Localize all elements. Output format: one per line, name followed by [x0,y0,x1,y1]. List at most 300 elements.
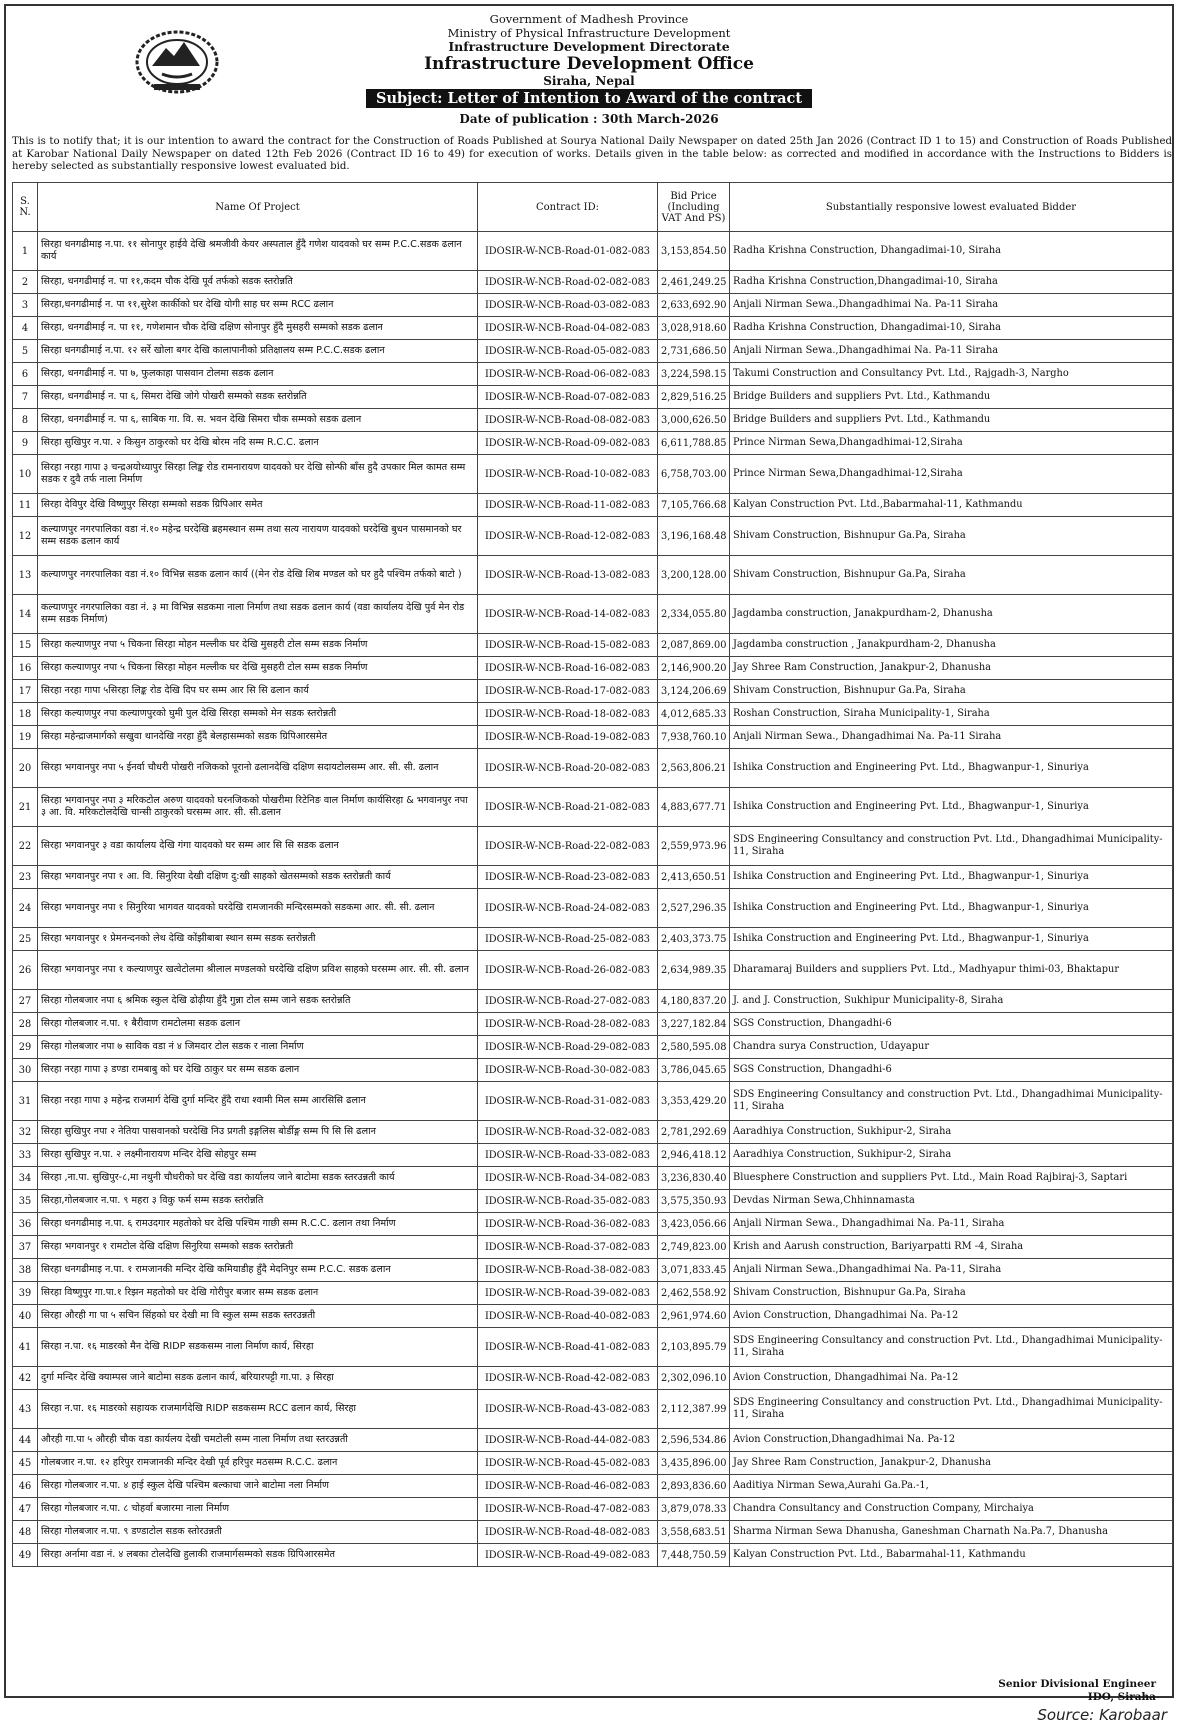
row-project: सिरहा भगवानपुर ३ वडा कार्यालय देखि गंगा यादवको घर सम्म आर सि सि सडक ढलान [38,827,478,866]
row-bidder: Ishika Construction and Engineering Pvt. Ltd., Bhagwanpur-1, Sinuriya [730,749,1173,788]
row-project: कल्याणपुर नगरपालिका वडा नं. ३ मा विभिन्न सडकमा नाला निर्माण तथा सडक ढलान कार्य (वडा कार्यालय देखि पुर्व मेन रोड सम्म सडक निर्माण) [38,595,478,634]
row-project: सिरहा धनगढीमाइ न.पा. ६ रामउदगार महतोको घर देखि पश्चिम गाछी सम्म R.C.C. ढलान तथा निर्माण [38,1213,478,1236]
row-bid-price: 2,749,823.00 [658,1236,730,1259]
table-row [13,1305,1173,1328]
row-sn: 28 [13,1013,38,1036]
row-contract-id: IDOSIR-W-NCB-Road-14-082-083 [478,595,658,634]
row-contract-id: IDOSIR-W-NCB-Road-04-082-083 [478,317,658,340]
row-bid-price: 3,353,429.20 [658,1082,730,1121]
row-contract-id: IDOSIR-W-NCB-Road-30-082-083 [478,1059,658,1082]
row-sn: 46 [13,1475,38,1498]
table-row [13,928,1173,951]
row-contract-id: IDOSIR-W-NCB-Road-13-082-083 [478,556,658,595]
row-contract-id: IDOSIR-W-NCB-Road-12-082-083 [478,517,658,556]
row-bidder: J. and J. Construction, Sukhipur Municipality-8, Siraha [730,990,1173,1013]
office-location: Siraha, Nepal [543,74,635,88]
row-bidder: Shivam Construction, Bishnupur Ga.Pa, Siraha [730,556,1173,595]
table-row [13,1328,1173,1367]
row-bidder: Radha Krishna Construction, Dhangadimai-10, Siraha [730,317,1173,340]
row-bid-price: 6,611,788.85 [658,432,730,455]
table-row [13,1036,1173,1059]
table-row [13,827,1173,866]
row-sn: 33 [13,1144,38,1167]
table-row [13,1429,1173,1452]
row-project: सिरहा गोलबजार न.पा. ९ डण्डाटोल सडक स्तोरउन्नती [38,1521,478,1544]
row-contract-id: IDOSIR-W-NCB-Road-42-082-083 [478,1367,658,1390]
row-project: सिरहा न.पा. १६ माडरको सहायक राजमार्गदेखि RIDP सडकसम्म RCC ढलान कार्य, सिरहा [38,1390,478,1429]
row-project: सिरहा भगवानपुर नपा १ आ. वि. सिनुरिया देखी दक्षिण दु:खी साहको खेतसम्मको सडक स्तरोन्नती कार्य [38,866,478,889]
row-sn: 9 [13,432,38,455]
row-contract-id: IDOSIR-W-NCB-Road-40-082-083 [478,1305,658,1328]
row-sn: 16 [13,657,38,680]
row-sn: 48 [13,1521,38,1544]
letter-header [6,12,1172,126]
row-sn: 35 [13,1190,38,1213]
row-contract-id: IDOSIR-W-NCB-Road-22-082-083 [478,827,658,866]
row-bid-price: 2,596,534.86 [658,1429,730,1452]
row-bidder: Anjali Nirman Sewa., Dhangadhimai Na. Pa-11, Siraha [730,1213,1173,1236]
row-bid-price: 4,012,685.33 [658,703,730,726]
row-contract-id: IDOSIR-W-NCB-Road-37-082-083 [478,1236,658,1259]
row-sn: 7 [13,386,38,409]
row-sn: 10 [13,455,38,494]
row-bidder: Shivam Construction, Bishnupur Ga.Pa, Siraha [730,1282,1173,1305]
row-sn: 20 [13,749,38,788]
row-bidder: Shivam Construction, Bishnupur Ga.Pa, Siraha [730,680,1173,703]
table-row [13,1390,1173,1429]
table-row [13,1144,1173,1167]
row-project: सिरहा भगवानपुर नपा ५ ईनर्वा चौधरी पोखरी नजिकको पूरानो ढलानदेखि दक्षिण सदायटोलसम्म आर. सी. सी. ढलान [38,749,478,788]
row-project: सिरहा सुखिपुर नपा २ नेतिया पासवानको घरदेखि निउ प्रगती इङ्गलिस बोर्डीङ्ग सम्म पि सि सि ढलान [38,1121,478,1144]
row-bid-price: 2,527,296.35 [658,889,730,928]
signatory-title: Senior Divisional Engineer [998,1678,1156,1690]
row-bidder: Anjali Nirman Sewa.,Dhangadhimai Na. Pa-11 Siraha [730,294,1173,317]
row-sn: 26 [13,951,38,990]
row-sn: 49 [13,1544,38,1567]
row-bidder: Jagdamba construction , Janakpurdham-2, Dhanusha [730,634,1173,657]
header-bidder: Substantially responsive lowest evaluated Bidder [730,183,1173,232]
row-bidder: SGS Construction, Dhangadhi-6 [730,1059,1173,1082]
row-project: सिरहा धनगढीमाइ न.पा. ११ सोनापुर हाईवे देखि श्रमजीवी केयर अस्पताल हुँदै गणेश यादवको घर सम्म P.C.C.सडक ढलान कार्य [38,232,478,271]
row-bid-price: 2,893,836.60 [658,1475,730,1498]
row-bid-price: 7,105,766.68 [658,494,730,517]
row-bid-price: 2,961,974.60 [658,1305,730,1328]
row-contract-id: IDOSIR-W-NCB-Road-07-082-083 [478,386,658,409]
row-project: सिरहा, धनगढीमाई न. पा ६, साबिक गा. वि. स. भवन देखि सिमरा चौक सम्मको सडक ढलान [38,409,478,432]
row-sn: 1 [13,232,38,271]
row-sn: 3 [13,294,38,317]
table-row [13,749,1173,788]
row-sn: 32 [13,1121,38,1144]
row-bidder: Shivam Construction, Bishnupur Ga.Pa, Siraha [730,517,1173,556]
table-row [13,951,1173,990]
table-row [13,455,1173,494]
row-bid-price: 3,435,896.00 [658,1452,730,1475]
table-row [13,1259,1173,1282]
table-row [13,1367,1173,1390]
row-bidder: SDS Engineering Consultancy and construction Pvt. Ltd., Dhangadhimai Municipality-11, Siraha [730,1328,1173,1367]
row-contract-id: IDOSIR-W-NCB-Road-10-082-083 [478,455,658,494]
table-row [13,1282,1173,1305]
row-project: सिरहा भगवानपुर नपा १ सिनुरिया भागवत यादवको घरदेखि रामजानकी मन्दिरसम्मको सडकमा आर. सी. सी. ढलान [38,889,478,928]
table-row [13,1059,1173,1082]
subject-banner: Subject: Letter of Intention to Award of the contract [366,89,812,108]
row-contract-id: IDOSIR-W-NCB-Road-17-082-083 [478,680,658,703]
row-sn: 47 [13,1498,38,1521]
row-bidder: Devdas Nirman Sewa,Chhinnamasta [730,1190,1173,1213]
row-project: सिरहा भगवानपुर नपा १ कल्याणपुर खत्वेटोलमा श्रीलाल मण्डलको घरदेखि दक्षिण प्रविश साहको घरसम्म आर. सी. सी. ढलान [38,951,478,990]
row-project: सिरहा,गोलबजार न.पा. ९ महरा ३ विकु फर्म सम्म सडक स्तरोन्नति [38,1190,478,1213]
row-bidder: SDS Engineering Consultancy and construction Pvt. Ltd., Dhangadhimai Municipality-11, Siraha [730,1082,1173,1121]
row-bid-price: 2,334,055.80 [658,595,730,634]
row-contract-id: IDOSIR-W-NCB-Road-41-082-083 [478,1328,658,1367]
row-bid-price: 2,781,292.69 [658,1121,730,1144]
row-contract-id: IDOSIR-W-NCB-Road-16-082-083 [478,657,658,680]
row-sn: 39 [13,1282,38,1305]
row-bid-price: 2,461,249.25 [658,271,730,294]
row-sn: 12 [13,517,38,556]
table-row [13,340,1173,363]
row-contract-id: IDOSIR-W-NCB-Road-46-082-083 [478,1475,658,1498]
table-row [13,317,1173,340]
row-bidder: Jay Shree Ram Construction, Janakpur-2, Dhanusha [730,657,1173,680]
row-contract-id: IDOSIR-W-NCB-Road-15-082-083 [478,634,658,657]
row-bid-price: 3,227,182.84 [658,1013,730,1036]
row-bid-price: 3,000,626.50 [658,409,730,432]
row-bid-price: 2,829,516.25 [658,386,730,409]
row-contract-id: IDOSIR-W-NCB-Road-09-082-083 [478,432,658,455]
row-bid-price: 3,196,168.48 [658,517,730,556]
row-contract-id: IDOSIR-W-NCB-Road-39-082-083 [478,1282,658,1305]
table-row [13,703,1173,726]
row-contract-id: IDOSIR-W-NCB-Road-48-082-083 [478,1521,658,1544]
notice-page [4,4,1174,1703]
row-bidder: Krish and Aarush construction, Bariyarpatti RM -4, Siraha [730,1236,1173,1259]
row-bid-price: 2,731,686.50 [658,340,730,363]
row-project: सिरहा कल्याणपुर नपा ५ चिकना सिरहा मोहन मल्लीक घर देखि मुसहरी टोल सम्म सडक निर्माण [38,657,478,680]
row-contract-id: IDOSIR-W-NCB-Road-18-082-083 [478,703,658,726]
row-contract-id: IDOSIR-W-NCB-Road-44-082-083 [478,1429,658,1452]
row-contract-id: IDOSIR-W-NCB-Road-35-082-083 [478,1190,658,1213]
row-sn: 36 [13,1213,38,1236]
row-sn: 4 [13,317,38,340]
table-row [13,657,1173,680]
row-bid-price: 2,634,989.35 [658,951,730,990]
row-bidder: Jay Shree Ram Construction, Janakpur-2, Dhanusha [730,1452,1173,1475]
row-sn: 27 [13,990,38,1013]
row-contract-id: IDOSIR-W-NCB-Road-34-082-083 [478,1167,658,1190]
row-project: सिरहा धनगढीमाइ न.पा. १ रामजानकी मन्दिर देखि कमियाडीह हुँदै मेदनिपुर सम्म P.C.C. सडक ढलान [38,1259,478,1282]
row-project: गोलबजार न.पा. १२ हरिपुर रामजानकी मन्दिर देखी पूर्व हरिपुर मठसम्म R.C.C. ढलान [38,1452,478,1475]
row-sn: 17 [13,680,38,703]
header-sn: S. N. [13,183,38,232]
table-row [13,1121,1173,1144]
row-bidder: Bridge Builders and suppliers Pvt. Ltd., Kathmandu [730,386,1173,409]
row-bid-price: 3,423,056.66 [658,1213,730,1236]
row-contract-id: IDOSIR-W-NCB-Road-28-082-083 [478,1013,658,1036]
row-sn: 34 [13,1167,38,1190]
row-bid-price: 2,462,558.92 [658,1282,730,1305]
row-contract-id: IDOSIR-W-NCB-Road-25-082-083 [478,928,658,951]
row-sn: 30 [13,1059,38,1082]
row-project: कल्याणपुर नगरपालिका वडा नं.१० महेन्द्र घरदेखि ब्रहमस्थान सम्म तथा सत्य नारायण यादवको घरदेखि बुधन पासमानको घर सम्म सडक ढलान कार्य [38,517,478,556]
row-project: सिरहा गोलबजार न.पा. १ बैरीवाण रामटोलमा सडक ढलान [38,1013,478,1036]
row-bid-price: 3,124,206.69 [658,680,730,703]
row-sn: 38 [13,1259,38,1282]
row-bidder: Kalyan Construction Pvt. Ltd., Babarmahal-11, Kathmandu [730,1544,1173,1567]
row-bid-price: 3,879,078.33 [658,1498,730,1521]
notice-paragraph: This is to notify that; it is our intention to award the contract for the Construction of Roads Published at Sourya National Daily Newspaper on dated 25th Jan 2026 (Contract ID 1 to 15) and Construction of Roads Published at Karobar National Daily Newspaper on dated 12th Feb 2026 (Contract ID 16 to 49) for execution of works. Details given in the table below: as corrected and modified in accordance with the Instructions to Bidders is hereby selected as substantially responsive lowest evaluated bid. [12,136,1172,172]
row-sn: 19 [13,726,38,749]
row-bid-price: 4,180,837.20 [658,990,730,1013]
signature-block [998,1678,1156,1704]
row-bid-price: 2,559,973.96 [658,827,730,866]
row-sn: 22 [13,827,38,866]
table-row [13,232,1173,271]
row-bid-price: 2,087,869.00 [658,634,730,657]
table-row [13,990,1173,1013]
row-contract-id: IDOSIR-W-NCB-Road-02-082-083 [478,271,658,294]
table-row [13,494,1173,517]
row-project: सिरहा सुखिपुर न.पा. २ लक्ष्मीनारायण मन्दिर देखि सोहपुर सम्म [38,1144,478,1167]
row-bid-price: 7,448,750.59 [658,1544,730,1567]
row-project: सिरहा धनगढीमाई न.पा. १२ सर्रे खोला बगर देखि कालापानीको प्रतिक्षालय सम्म P.C.C.सडक ढलान [38,340,478,363]
row-project: सिरहा भगवानपुर १ रामटोल देखि दक्षिण सिनुरिया सम्मको सडक स्तरोन्नती [38,1236,478,1259]
row-project: सिरहा औरही गा पा ५ सचिन सिंहको घर देखी मा वि स्कुल सम्म सडक स्तरउन्नती [38,1305,478,1328]
row-project: सिरहा भगवानपुर १ प्रेमनन्दनको लेथ देखि कोंझीबाबा स्थान सम्म सडक स्तरोन्नती [38,928,478,951]
table-row [13,788,1173,827]
table-row [13,517,1173,556]
directorate-line: Infrastructure Development Directorate [448,39,730,54]
row-contract-id: IDOSIR-W-NCB-Road-38-082-083 [478,1259,658,1282]
row-project: सिरहा न.पा. १६ माडरको मैन देखि RIDP सडकसम्म नाला निर्माण कार्य, सिरहा [38,1328,478,1367]
row-project: औरही गा.पा ५ औरही चौक वडा कार्यलय देखी चमटोली सम्म नाला निर्माण तथा स्तरउन्नती [38,1429,478,1452]
row-bidder: Anjali Nirman Sewa., Dhangadhimai Na. Pa-11 Siraha [730,726,1173,749]
row-contract-id: IDOSIR-W-NCB-Road-47-082-083 [478,1498,658,1521]
row-project: सिरहा नरहा गापा ३ डण्डा रामबाबु को घर देखि ठाकुर घर सम्म सडक ढलान [38,1059,478,1082]
table-row [13,1498,1173,1521]
row-bidder: Ishika Construction and Engineering Pvt. Ltd., Bhagwanpur-1, Sinuriya [730,889,1173,928]
table-header-row [13,183,1173,232]
row-bidder: Prince Nirman Sewa,Dhangadhimai-12,Siraha [730,455,1173,494]
row-sn: 15 [13,634,38,657]
table-row [13,556,1173,595]
source-credit: Source: Karobaar [1037,1706,1167,1724]
award-table [12,182,1173,1567]
row-contract-id: IDOSIR-W-NCB-Road-19-082-083 [478,726,658,749]
row-sn: 24 [13,889,38,928]
table-row [13,889,1173,928]
table-row [13,294,1173,317]
row-contract-id: IDOSIR-W-NCB-Road-27-082-083 [478,990,658,1013]
row-bid-price: 3,200,128.00 [658,556,730,595]
table-row [13,1213,1173,1236]
row-bid-price: 2,146,900.20 [658,657,730,680]
row-bid-price: 6,758,703.00 [658,455,730,494]
row-bid-price: 3,786,045.65 [658,1059,730,1082]
table-row [13,363,1173,386]
row-sn: 44 [13,1429,38,1452]
row-contract-id: IDOSIR-W-NCB-Road-21-082-083 [478,788,658,827]
row-sn: 29 [13,1036,38,1059]
table-row [13,1013,1173,1036]
row-sn: 31 [13,1082,38,1121]
row-project: सिरहा महेन्द्राजमार्गको सखुवा थानदेखि नरहा हुँदै बेलहासम्मको सडक ग्रिपिआरसमेत [38,726,478,749]
row-bidder: SDS Engineering Consultancy and construction Pvt. Ltd., Dhangadhimai Municipality-11, Siraha [730,1390,1173,1429]
row-project: सिरहा, धनगढीमाई न. पा ११, गणेशमान चौक देखि दक्षिण सोनापुर हुँदै मुसहरी सम्मको सडक ढलान [38,317,478,340]
row-contract-id: IDOSIR-W-NCB-Road-05-082-083 [478,340,658,363]
row-bid-price: 2,413,650.51 [658,866,730,889]
row-sn: 45 [13,1452,38,1475]
row-sn: 18 [13,703,38,726]
row-project: सिरहा गोलबजार नपा ७ साविक वडा नं ४ जिमदार टोल सडक र नाला निर्माण [38,1036,478,1059]
row-project: सिरहा गोलबजार न.पा. ८ चोहर्वा बजारमा नाला निर्माण [38,1498,478,1521]
table-row [13,1521,1173,1544]
row-bidder: Anjali Nirman Sewa.,Dhangadhimai Na. Pa-11, Siraha [730,1259,1173,1282]
row-bid-price: 3,071,833.45 [658,1259,730,1282]
row-bidder: Bridge Builders and suppliers Pvt. Ltd., Kathmandu [730,409,1173,432]
header-bid-price: Bid Price (Including VAT And PS) [658,183,730,232]
row-sn: 23 [13,866,38,889]
row-sn: 41 [13,1328,38,1367]
row-sn: 14 [13,595,38,634]
table-row [13,726,1173,749]
row-contract-id: IDOSIR-W-NCB-Road-43-082-083 [478,1390,658,1429]
row-bid-price: 3,153,854.50 [658,232,730,271]
row-sn: 6 [13,363,38,386]
row-sn: 42 [13,1367,38,1390]
row-bidder: Radha Krishna Construction, Dhangadimai-10, Siraha [730,232,1173,271]
row-bid-price: 2,563,806.21 [658,749,730,788]
row-project: सिरहा सुखिपुर न.पा. २ किसुन ठाकुरको घर देखि बोरम नदि सम्म R.C.C. ढलान [38,432,478,455]
table-row [13,1236,1173,1259]
row-contract-id: IDOSIR-W-NCB-Road-01-082-083 [478,232,658,271]
ministry-line: Ministry of Physical Infrastructure Development [447,26,731,40]
row-project: सिरहा गोलबजार न.पा. ४ हाई स्कुल देखि पश्चिम बल्काचा जाने बाटोमा नला निर्माण [38,1475,478,1498]
row-contract-id: IDOSIR-W-NCB-Road-45-082-083 [478,1452,658,1475]
publication-date: Date of publication : 30th March-2026 [459,112,719,126]
row-bidder: Avion Construction, Dhangadhimai Na. Pa-12 [730,1305,1173,1328]
row-contract-id: IDOSIR-W-NCB-Road-36-082-083 [478,1213,658,1236]
row-contract-id: IDOSIR-W-NCB-Road-24-082-083 [478,889,658,928]
row-bidder: Aaradhiya Construction, Sukhipur-2, Siraha [730,1121,1173,1144]
row-contract-id: IDOSIR-W-NCB-Road-08-082-083 [478,409,658,432]
header-contract-id: Contract ID: [478,183,658,232]
row-bidder: Prince Nirman Sewa,Dhangadhimai-12,Siraha [730,432,1173,455]
row-bidder: Kalyan Construction Pvt. Ltd.,Babarmahal-11, Kathmandu [730,494,1173,517]
office-title: Infrastructure Development Office [424,54,754,74]
row-sn: 5 [13,340,38,363]
row-bidder: Anjali Nirman Sewa.,Dhangadhimai Na. Pa-11 Siraha [730,340,1173,363]
table-row [13,595,1173,634]
row-project: सिरहा, धनगढीमाई न. पा ६, सिमरा देखि जोगे पोखरी सम्मको सडक स्तरोन्नति [38,386,478,409]
table-row [13,680,1173,703]
table-row [13,1190,1173,1213]
row-contract-id: IDOSIR-W-NCB-Road-03-082-083 [478,294,658,317]
row-project: सिरहा कल्याणपुर नपा कल्याणपुरको घुमी पुल देखि सिरहा सम्मको मेन सडक स्तरोन्नती [38,703,478,726]
row-bidder: Chandra surya Construction, Udayapur [730,1036,1173,1059]
row-project: सिरहा देविपुर देखि विष्णुपुर सिरहा सम्मको सडक ग्रिपिआर समेत [38,494,478,517]
row-bidder: Aaditiya Nirman Sewa,Aurahi Ga.Pa.-1, [730,1475,1173,1498]
row-sn: 40 [13,1305,38,1328]
row-project: सिरहा कल्याणपुर नपा ५ चिकना सिरहा मोहन मल्लीक घर देखि मुसहरी टोल सम्म सडक निर्माण [38,634,478,657]
row-contract-id: IDOSIR-W-NCB-Road-49-082-083 [478,1544,658,1567]
signatory-office: IDO, Siraha [1087,1691,1156,1703]
row-project: सिरहा नरहा गापा ३ महेन्द्र राजमार्ग देखि दुर्गा मन्दिर हुँदै राधा श्वामी मिल सम्म आरसिसि ढलान [38,1082,478,1121]
row-contract-id: IDOSIR-W-NCB-Road-11-082-083 [478,494,658,517]
row-bidder: SGS Construction, Dhangadhi-6 [730,1013,1173,1036]
row-bid-price: 3,224,598.15 [658,363,730,386]
table-row [13,1452,1173,1475]
row-bid-price: 7,938,760.10 [658,726,730,749]
row-contract-id: IDOSIR-W-NCB-Road-20-082-083 [478,749,658,788]
row-contract-id: IDOSIR-W-NCB-Road-23-082-083 [478,866,658,889]
row-project: सिरहा, धनगढीमाई न. पा ७, फुलकाहा पासवान टोलमा सडक ढलान [38,363,478,386]
row-bidder: Sharma Nirman Sewa Dhanusha, Ganeshman Charnath Na.Pa.7, Dhanusha [730,1521,1173,1544]
row-project: कल्याणपुर नगरपालिका वडा नं.१० विभिन्न सडक ढलान कार्य ((मेन रोड देखि शिब मण्डल को घर हुदै पश्चिम तर्फको बाटो ) [38,556,478,595]
row-project: सिरहा,धनगढीमाई न. पा ११,सुरेश कार्कीको घर देखि योगी साह घर सम्म RCC ढलान [38,294,478,317]
table-row [13,271,1173,294]
row-contract-id: IDOSIR-W-NCB-Road-31-082-083 [478,1082,658,1121]
row-bidder: Roshan Construction, Siraha Municipality-1, Siraha [730,703,1173,726]
row-project: सिरहा भगवानपुर नपा ३ मरिकटोल अरुण यादवको घरनजिकको पोखरीमा रिटेनिङ वाल निर्माण कार्यसिरहा & भगवानपुर नपा ३ आ. वि. मरिकटोलदेखि चान्सी ठाकुरको घरसम्म आर. सी. सी.ढलान [38,788,478,827]
row-contract-id: IDOSIR-W-NCB-Road-26-082-083 [478,951,658,990]
row-project: सिरहा, धनगढीमाई न. पा ११,कदम चौक देखि पूर्व तर्फको सडक स्तरोन्नति [38,271,478,294]
row-bid-price: 3,558,683.51 [658,1521,730,1544]
table-row [13,1475,1173,1498]
row-sn: 43 [13,1390,38,1429]
row-sn: 2 [13,271,38,294]
row-bid-price: 2,946,418.12 [658,1144,730,1167]
row-project: सिरहा अर्नामा वडा नं. ४ लबका टोलदेखि हुलाकी राजमार्गसम्मको सडक ग्रिपिआरसमेत [38,1544,478,1567]
table-row [13,409,1173,432]
table-row [13,386,1173,409]
row-bidder: Ishika Construction and Engineering Pvt. Ltd., Bhagwanpur-1, Sinuriya [730,788,1173,827]
row-bid-price: 2,403,373.75 [658,928,730,951]
row-bid-price: 2,633,692.90 [658,294,730,317]
row-bidder: SDS Engineering Consultancy and construction Pvt. Ltd., Dhangadhimai Municipality-11, Siraha [730,827,1173,866]
row-sn: 13 [13,556,38,595]
table-row [13,866,1173,889]
row-project: सिरहा नरहा गापा ५सिरहा लिङ्क रोड देखि दिप घर सम्म आर सि सि ढलान कार्य [38,680,478,703]
row-bidder: Jagdamba construction, Janakpurdham-2, Dhanusha [730,595,1173,634]
row-project: सिरहा नरहा गापा ३ चन्द्रअयोध्यापुर सिरहा लिङ्क रोड रामनारायण यादवको घर देखि सोन्फी बाँस हुदै उपकार मिल कामत सम्म सडक र दुवै तर्फ नाला निर्माण [38,455,478,494]
row-bidder: Takumi Construction and Consultancy Pvt. Ltd., Rajgadh-3, Nargho [730,363,1173,386]
row-sn: 25 [13,928,38,951]
table-row [13,1082,1173,1121]
row-contract-id: IDOSIR-W-NCB-Road-33-082-083 [478,1144,658,1167]
table-row [13,432,1173,455]
row-sn: 37 [13,1236,38,1259]
table-row [13,1544,1173,1567]
row-bidder: Radha Krishna Construction,Dhangadimai-10, Siraha [730,271,1173,294]
row-bidder: Avion Construction, Dhangadhimai Na. Pa-12 [730,1367,1173,1390]
row-bid-price: 2,112,387.99 [658,1390,730,1429]
row-project: सिरहा गोलबजार नपा ६ श्रमिक स्कुल देखि ढोढ़ीया हुँदै गुन्ना टोल सम्म जाने सडक स्तरोन्नति [38,990,478,1013]
row-contract-id: IDOSIR-W-NCB-Road-29-082-083 [478,1036,658,1059]
row-bidder: Avion Construction,Dhangadhimai Na. Pa-12 [730,1429,1173,1452]
row-project: सिरहा ,ना.पा. सुखिपुर-८,मा नथुनी चौधरीको घर देखि वडा कार्यालय जाने बाटोमा सडक स्तरउन्नती कार्य [38,1167,478,1190]
row-bid-price: 4,883,677.71 [658,788,730,827]
row-sn: 11 [13,494,38,517]
row-bid-price: 3,028,918.60 [658,317,730,340]
row-bid-price: 2,302,096.10 [658,1367,730,1390]
row-bidder: Dharamaraj Builders and suppliers Pvt. Ltd., Madhyapur thimi-03, Bhaktapur [730,951,1173,990]
row-project: दुर्गा मन्दिर देखि क्याम्पस जाने बाटोमा सडक ढलान कार्य, बरियारपट्टी गा.पा. ३ सिरहा [38,1367,478,1390]
row-contract-id: IDOSIR-W-NCB-Road-06-082-083 [478,363,658,386]
row-bidder: Chandra Consultancy and Construction Company, Mirchaiya [730,1498,1173,1521]
row-bid-price: 3,575,350.93 [658,1190,730,1213]
